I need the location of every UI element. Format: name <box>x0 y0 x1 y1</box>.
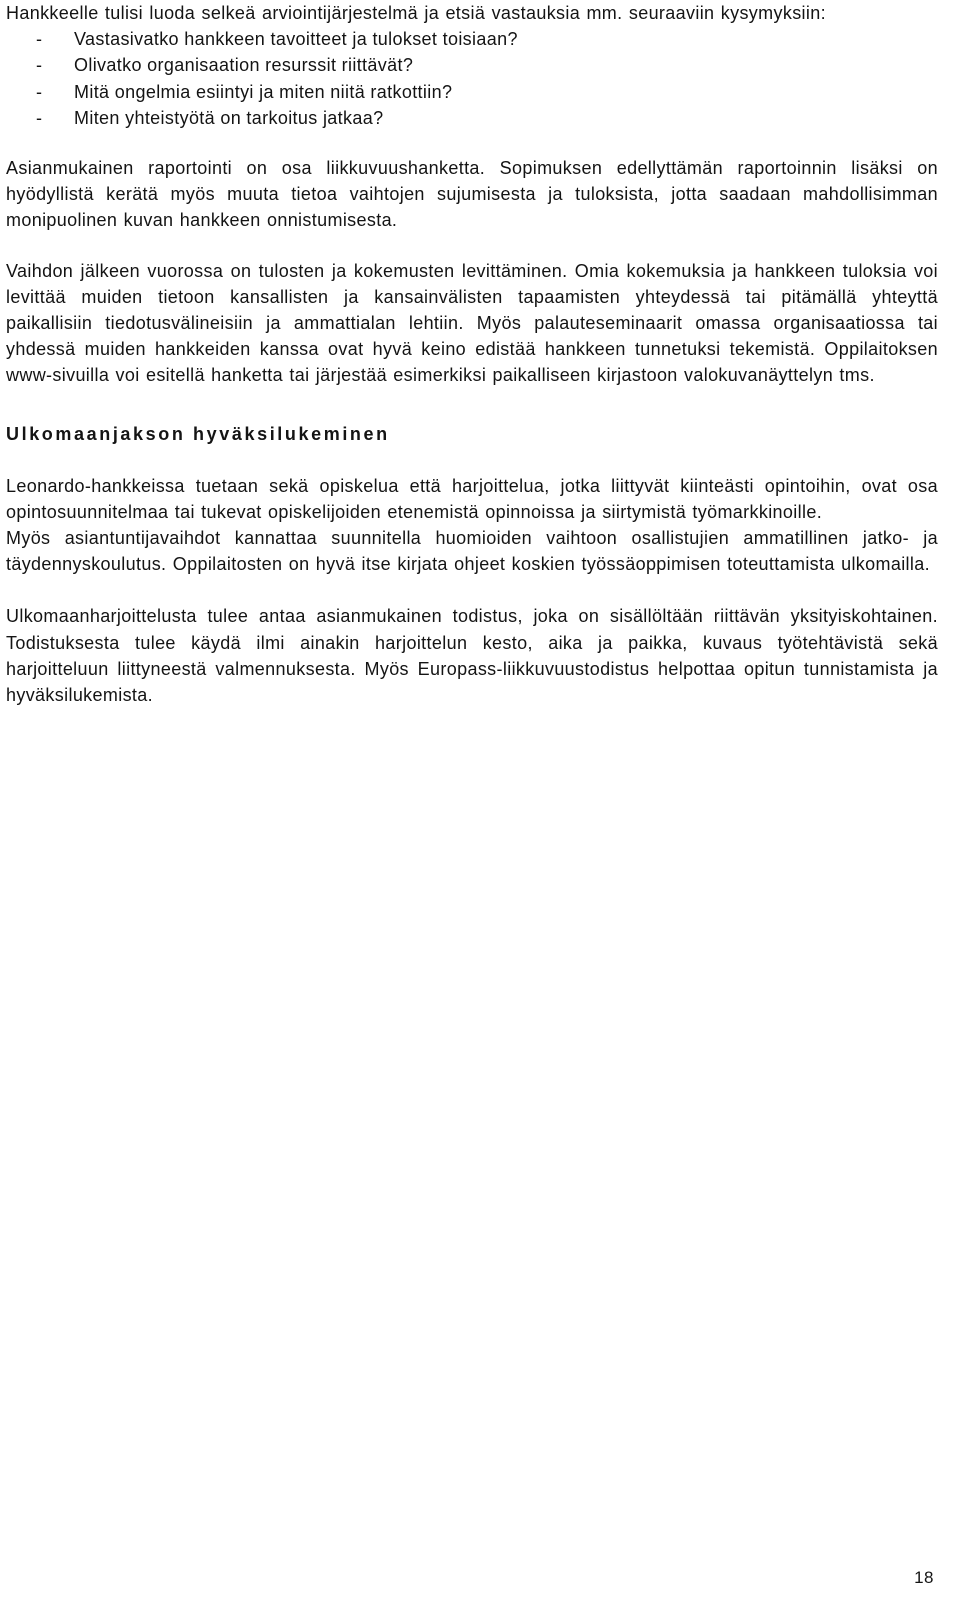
list-item <box>6 52 938 78</box>
dash-marker: - <box>36 55 43 76</box>
question-text: Olivatko organisaation resurssit riittävät? <box>74 55 414 76</box>
list-item <box>6 26 938 52</box>
page-number: 18 <box>914 1568 934 1587</box>
section-heading: Ulkomaanjakson hyväksilukeminen <box>6 423 390 444</box>
spacer <box>6 234 938 258</box>
dash-marker: - <box>36 107 43 128</box>
spacer <box>6 447 938 473</box>
section-paragraph-3: Ulkomaanharjoittelusta tulee antaa asianmukainen todistus, joka on sisällöltään riittävän yksityiskohtainen. Todistuksesta tulee käydä ilmi ainakin harjoittelun kesto, aika ja paikka, kuvaus työtehtävistä sekä harjoitteluun liittyneestä valmennuksesta. Myös Europass-liikkuvuustodistus helpottaa opitun tunnistamista ja hyväksilukemista. <box>6 606 938 706</box>
section-paragraph-2: Myös asiantuntijavaihdot kannattaa suunnitella huomioiden vaihtoon osallistujien ammatillinen jatko- ja täydennyskoulutus. Oppilaitosten on hyvä itse kirjata ohjeet koskien työssäoppimisen toteuttamista ulkomailla. <box>6 528 938 575</box>
question-text: Vastasivatko hankkeen tavoitteet ja tulokset toisiaan? <box>74 29 518 50</box>
spacer <box>6 389 938 421</box>
list-item <box>6 105 938 131</box>
question-text: Mitä ongelmia esiintyi ja miten niitä ratkottiin? <box>74 81 453 102</box>
dash-marker: - <box>36 81 43 102</box>
question-list <box>6 26 938 131</box>
spacer <box>6 577 938 603</box>
spacer <box>6 131 938 155</box>
section-paragraph-1: Leonardo-hankkeissa tuetaan sekä opiskelua että harjoittelua, jotka liittyvät kiinteästi opintoihin, ovat osa opintosuunnitelmaa tai tukevat opiskelijoiden etenemistä opinnoissa ja siirtymistä työmarkkinoille. <box>6 475 938 522</box>
question-text: Miten yhteistyötä on tarkoitus jatkaa? <box>74 107 384 128</box>
intro-paragraph: Hankkeelle tulisi luoda selkeä arviointijärjestelmä ja etsiä vastauksia mm. seuraaviin kysymyksiin: <box>6 3 826 23</box>
dash-marker: - <box>36 29 43 50</box>
document-page <box>6 0 938 708</box>
list-item <box>6 79 938 105</box>
reporting-paragraph: Asianmukainen raportointi on osa liikkuvuushanketta. Sopimuksen edellyttämän raportoinnin lisäksi on hyödyllistä kerätä myös muuta tietoa vaihtojen sujumisesta ja tuloksista, jotta saadaan mahdollisimman monipuolinen kuvan hankkeen onnistumisesta. <box>6 158 938 231</box>
dissemination-paragraph: Vaihdon jälkeen vuorossa on tulosten ja kokemusten levittäminen. Omia kokemuksia ja hankkeen tuloksia voi levittää muiden tietoon kansallisten ja kansainvälisten tapaamisten yhteydessä tai pitämällä yhteyttä paikallisiin tiedotusvälineisiin ja ammattialan lehtiin. Myös palauteseminaarit omassa organisaatiossa tai yhdessä muiden hankkeiden kanssa ovat hyvä keino edistää hankkeen tunnetuksi tekemistä. Oppilaitoksen www-sivuilla voi esitellä hanketta tai järjestää esimerkiksi paikalliseen kirjastoon valokuvanäyttelyn tms. <box>6 260 938 386</box>
